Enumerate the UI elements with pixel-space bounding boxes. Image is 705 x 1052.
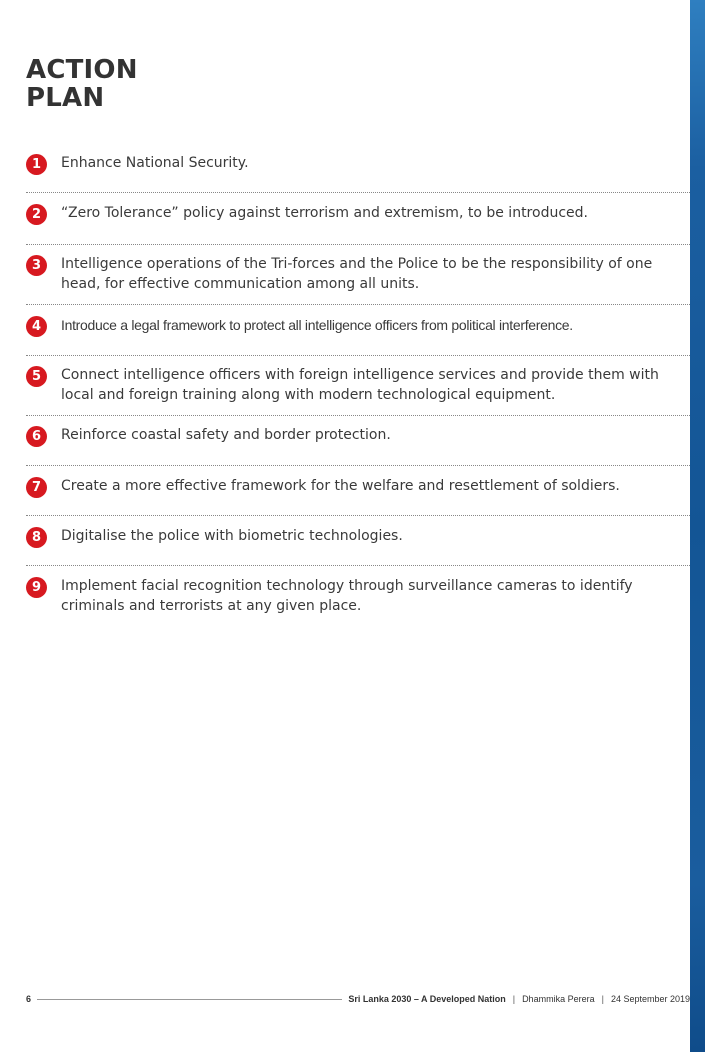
footer-separator: | — [601, 994, 604, 1004]
action-plan-list — [26, 146, 690, 626]
title-line-1: ACTION — [26, 55, 138, 85]
item-number-badge: 3 — [26, 255, 47, 276]
item-number-badge: 6 — [26, 426, 47, 447]
page-title — [26, 56, 226, 112]
item-text: Create a more effective framework for the welfare and resettlement of soldiers. — [61, 478, 620, 494]
list-item — [26, 193, 690, 245]
side-accent-bar — [690, 0, 705, 1052]
list-item — [26, 566, 690, 626]
page-footer — [26, 992, 690, 1006]
item-number-badge: 1 — [26, 154, 47, 175]
item-text: Implement facial recognition technology through surveillance cameras to identify criminals and terrorists at any given place. — [61, 578, 633, 614]
item-text: Enhance National Security. — [61, 155, 249, 171]
list-item — [26, 305, 690, 356]
title-line-2: PLAN — [26, 83, 105, 113]
list-item — [26, 245, 690, 305]
footer-document-title: Sri Lanka 2030 – A Developed Nation — [348, 994, 506, 1004]
list-item — [26, 516, 690, 566]
item-text: Digitalise the police with biometric technologies. — [61, 528, 403, 544]
item-text: “Zero Tolerance” policy against terrorism and extremism, to be introduced. — [61, 205, 588, 221]
item-number-badge: 2 — [26, 204, 47, 225]
list-item — [26, 466, 690, 516]
list-item — [26, 416, 690, 466]
footer-rule — [37, 999, 342, 1000]
item-text: Introduce a legal framework to protect all intelligence officers from political interference. — [61, 317, 573, 333]
item-number-badge: 8 — [26, 527, 47, 548]
list-item — [26, 146, 690, 193]
item-number-badge: 9 — [26, 577, 47, 598]
item-number-badge: 4 — [26, 316, 47, 337]
list-item — [26, 356, 690, 416]
item-text: Reinforce coastal safety and border protection. — [61, 427, 391, 443]
item-text: Intelligence operations of the Tri-forces and the Police to be the responsibility of one head, for effective communication among all units. — [61, 256, 653, 292]
footer-date: 24 September 2019 — [610, 994, 690, 1004]
footer-author: Dhammika Perera — [522, 994, 595, 1004]
item-text: Connect intelligence officers with foreign intelligence services and provide them with local and foreign training along with modern technological equipment. — [61, 367, 659, 403]
page-number: 6 — [26, 994, 32, 1004]
item-number-badge: 7 — [26, 477, 47, 498]
footer-separator: | — [512, 994, 516, 1004]
item-number-badge: 5 — [26, 366, 47, 387]
